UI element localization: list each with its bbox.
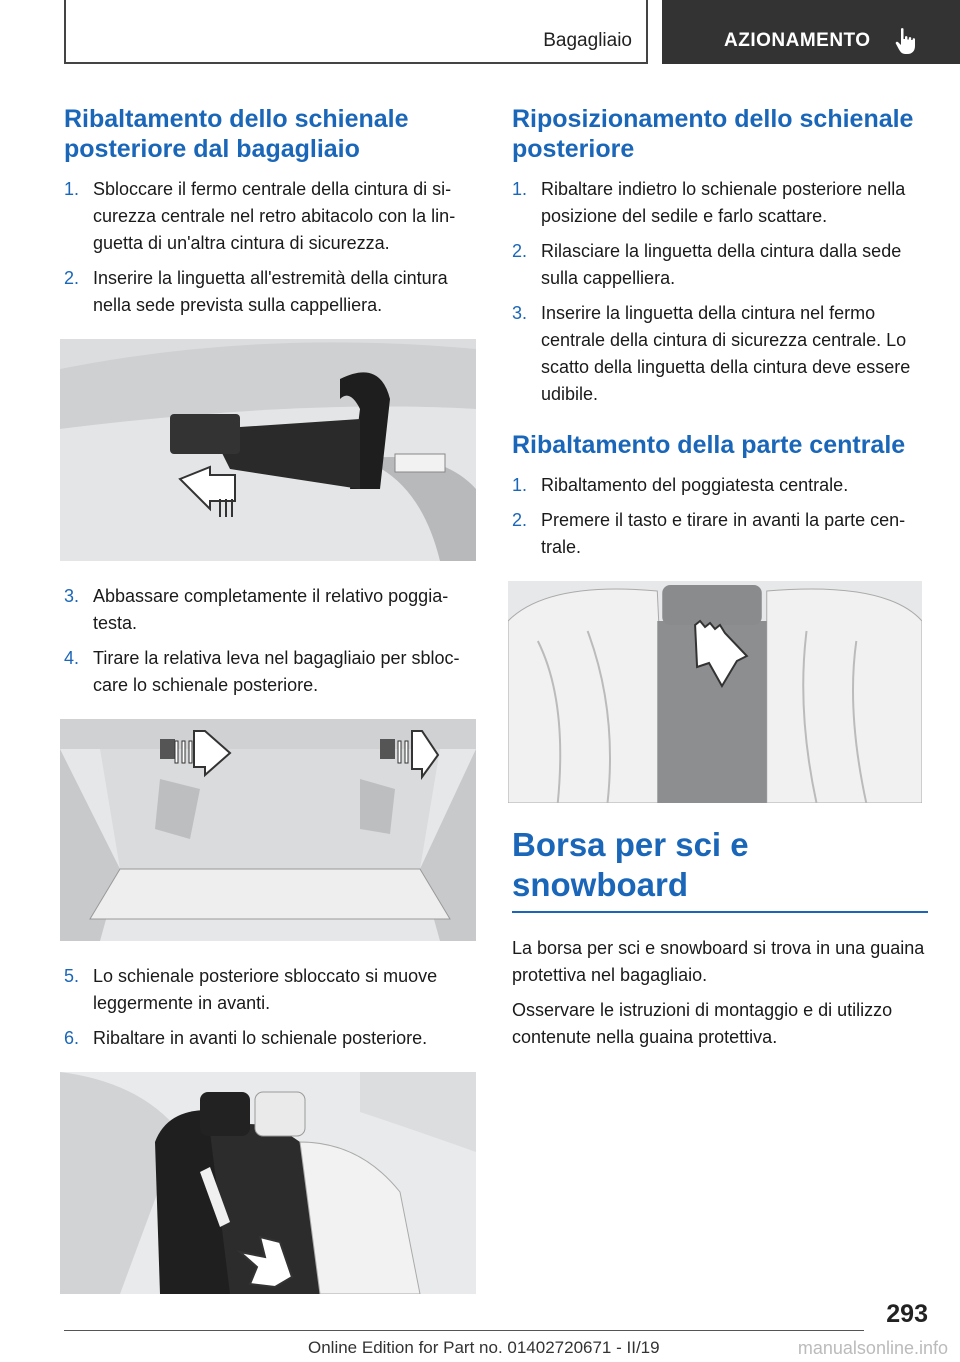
step-text: Lo schienale posteriore sbloccato si muove leggermente in avanti.	[93, 966, 438, 1013]
list-item	[512, 238, 928, 292]
footer-edition: Online Edition for Part no. 01402720671 - II/19	[308, 1338, 660, 1357]
list-item	[64, 1025, 476, 1052]
steps-list-center	[512, 472, 928, 561]
steps-list-reposition	[512, 176, 928, 408]
list-item	[512, 176, 928, 230]
step-number: 3.	[512, 303, 528, 323]
step-text: Abbassare completamente il relativo poggiatesta.	[93, 586, 449, 633]
hand-pointer-icon	[894, 27, 920, 55]
list-item	[512, 507, 928, 561]
step-number: 3.	[64, 586, 80, 606]
heading-reposition-seatback: Riposizionamento dello schienale posteriore	[512, 105, 914, 163]
steps-list-b	[64, 583, 476, 699]
step-text: Ribaltare indietro lo schienale posteriore nella posizione del sedile e farlo scattare.	[541, 179, 906, 226]
left-column	[64, 104, 476, 1316]
step-number: 4.	[64, 648, 80, 668]
step-text: Tirare la relativa leva nel bagagliaio per sbloccare lo schienale posteriore.	[93, 648, 460, 695]
list-item	[64, 963, 476, 1017]
step-number: 1.	[64, 179, 80, 199]
step-text: Ribaltare in avanti lo schienale posteriore.	[93, 1028, 428, 1048]
step-text: Sbloccare il fermo centrale della cintura di sicurezza centrale nel retro abitacolo con la linguetta di un'altra cintura di sicurezza.	[93, 179, 456, 253]
list-item	[512, 300, 928, 408]
step-text: Ribaltamento del poggiatesta centrale.	[541, 475, 849, 495]
chapter-title: AZIONAMENTO	[724, 30, 871, 51]
list-item	[64, 265, 476, 319]
step-text: Inserire la linguetta all'estremità della cintura nella sede prevista sulla cappelliera.	[93, 268, 448, 315]
step-number: 1.	[512, 179, 528, 199]
heading-fold-from-trunk: Ribaltamento dello schienale posteriore dal bagagliaio	[64, 105, 409, 163]
step-text: Rilasciare la linguetta della cintura dalla sede sulla cappelliera.	[541, 241, 902, 288]
step-number: 5.	[64, 966, 80, 986]
figure-seatback-folding	[60, 1072, 476, 1294]
step-number: 2.	[64, 268, 80, 288]
paragraph-instructions: Osservare le istruzioni di montaggio e di utilizzo contenute nella guaina protettiva.	[512, 1000, 893, 1047]
header-section-box	[64, 0, 648, 64]
chapter-tab	[662, 0, 960, 64]
figure-trunk-release-levers	[60, 719, 476, 941]
figure-center-armrest	[508, 581, 922, 803]
step-text: Premere il tasto e tirare in avanti la parte centrale.	[541, 510, 906, 557]
figure-belt-on-parcel-shelf	[60, 339, 476, 561]
step-text: Inserire la linguetta della cintura nel fermo centrale della cintura di sicurezza centrale. Lo scatto della linguetta della cintura deve essere udibile.	[541, 303, 911, 404]
step-number: 2.	[512, 510, 528, 530]
list-item	[64, 176, 476, 257]
right-column	[512, 104, 928, 1059]
steps-list-a	[64, 176, 476, 319]
footer-divider	[64, 1330, 864, 1331]
page-number: 293	[886, 1300, 928, 1328]
paragraph-location: La borsa per sci e snowboard si trova in una guaina protettiva nel bagagliaio.	[512, 938, 925, 985]
step-number: 1.	[512, 475, 528, 495]
list-item	[64, 583, 476, 637]
list-item	[512, 472, 928, 499]
section-title: Bagagliaio	[543, 30, 632, 51]
step-number: 6.	[64, 1028, 80, 1048]
step-number: 2.	[512, 241, 528, 261]
list-item	[64, 645, 476, 699]
steps-list-c	[64, 963, 476, 1052]
footer-watermark: manualsonline.info	[797, 1338, 948, 1358]
heading-fold-center-section: Ribaltamento della parte centrale	[512, 431, 906, 459]
heading-ski-bag: Borsa per sci e snowboard	[512, 825, 928, 913]
